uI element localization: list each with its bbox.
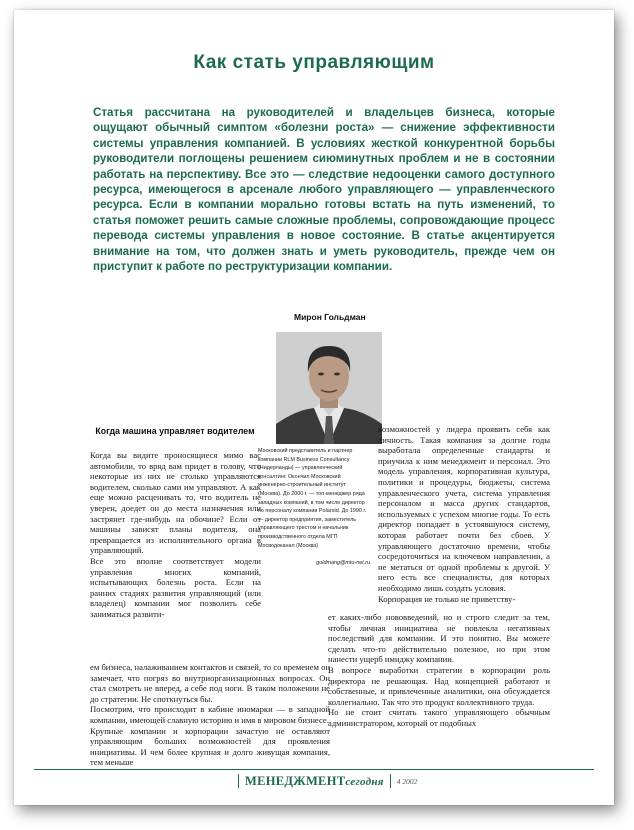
footer (238, 774, 417, 788)
issue-number: 4 2002 (396, 776, 418, 786)
paragraph: ет каких-либо нововведений, но и строго следит за тем, чтобы личная инициатива не повлекла негативных последствий для компании. И это понятно. Вы можете сделать что-то действительно полезное, но при этом нанести ущерб имиджу компании. (328, 612, 550, 665)
paragraph: Когда вы видите проносящиеся мимо вас автомобили, то вряд вам придет в голову, что некоторые из них не столько управляются водителем, сколько сами им управляют. А как еще можно расценивать то, что водитель не уверен, доедет он до места назначения или застрянет где-нибудь на обочине? Если от машины зависят планы водителя, она превращается из исполнительного органа в управляющий. (90, 450, 261, 556)
paragraph: Но не стоит считать такого управляющего обычным администратором, который от подобных (328, 707, 550, 728)
footer-rule (34, 769, 594, 770)
paragraph: ем бизнеса, налаживанием контактов и связей, то со временем он замечает, что погряз во внутриорганизационных вопросах. Он стал смотреть не вперед, а себе под ноги. В таком положении не до стратегии. Не споткнуться бы. (90, 662, 330, 704)
article-title: Как стать управляющим (193, 52, 435, 73)
footer-divider (238, 774, 239, 788)
paragraph: возможностей у лидера проявить себя как личность. Такая компания за долгие годы выработала определенные стандарты и приучила к ним менеджмент и персонал. Это модель управления, корпоративная культура, политики и процедуры, бюджеты, система управленческого учета, система управления персоналом и масса других стандартов, используемых с успехом многие годы. То есть директор попадает в устоявшуюся систему, которая работает почти без сбоев. У управляющего достаточно времени, чтобы сосредоточиться на ключевом направлении, а не метаться от одной проблемы к другой. У него есть все специалисты, для которых необходимо лишь создать условия. (378, 424, 550, 593)
column-right-top (378, 424, 550, 604)
author-name: Мирон Гольдман (294, 312, 366, 322)
paragraph: В вопросе выработки стратегии в корпорации роль директора не решающая. Над концепцией работают и собственные, и привлеченные аналитики, она обсуждается коллегиально. Так что это продукт коллективного труда. (328, 664, 550, 707)
footer-divider (390, 774, 391, 788)
paragraph: Крупные компании и корпорации зачастую не оставляют управляющим больших возможностей для проявления инициативы. И чем более крупная и долго живущая компания, тем меньше (90, 725, 330, 768)
author-email[interactable]: goldmang@mtu-net.ru (316, 560, 370, 567)
magazine-name-italic: сегодня (345, 775, 384, 788)
author-bio (258, 447, 370, 568)
article-lead: Статья рассчитана на руководителей и владельцев бизнеса, которые ощущают обычный симптом «болезни роста» — снижение эффективности системы управления компанией. В условиях жесткой конкурентной борьбы руководители поглощены решением сиюминутных проблем и не в состоянии работать на перспективу. Все это — следствие недооценки самого доступного ресурса, имеющегося в арсенале любого управляющего — управленческого ресурса. Если в компании морально готовы встать на путь изменений, то статья поможет решить самые сложные проблемы, сопровождающие процесс перевода системы управления в новое состояние. В статье акцентируется внимание на том, что должен знать и уметь руководитель, прежде чем он приступит к работе по реструктуризации компании. (93, 106, 555, 274)
magazine-page (14, 10, 614, 805)
magazine-logo (245, 774, 384, 789)
paragraph: Посмотрим, что происходит в кабине иномарки — в западной компании, имеющей славную историю и имя в мировом бизнесе. (90, 704, 330, 725)
author-bio-text: Московский представитель и партнер компании RLM Business Consultancy (Нидерланды) — управленческий консалтинг. Окончил Московский инженерно-строительный институт (Москва). До 2000 г. — топ-менеджер ряда западных компаний, в том числе директор по персоналу компании Polaroid. До 1990 г. — директор предприятия, заместитель управляющего трестом и начальник производственного отдела МГП Мосводоканал (Москва) (258, 448, 367, 549)
author-photo (276, 332, 382, 444)
magazine-name: МЕНЕДЖМЕНТ (245, 773, 346, 788)
paragraph: Корпорация не только не приветству- (378, 593, 516, 604)
column-right-bottom (328, 612, 550, 729)
paragraph: Все это вполне соответствует модели управления многих компаний, испытывающих болезнь роста. Если на ранних стадиях развития управляющий (или владелец) компании мог позволить себе заниматься развити- (90, 555, 261, 619)
column-left-bottom (90, 662, 330, 768)
section-heading: Когда машина управляет водителем (95, 426, 255, 436)
portrait-image (276, 332, 382, 444)
column-left-top (90, 450, 261, 620)
